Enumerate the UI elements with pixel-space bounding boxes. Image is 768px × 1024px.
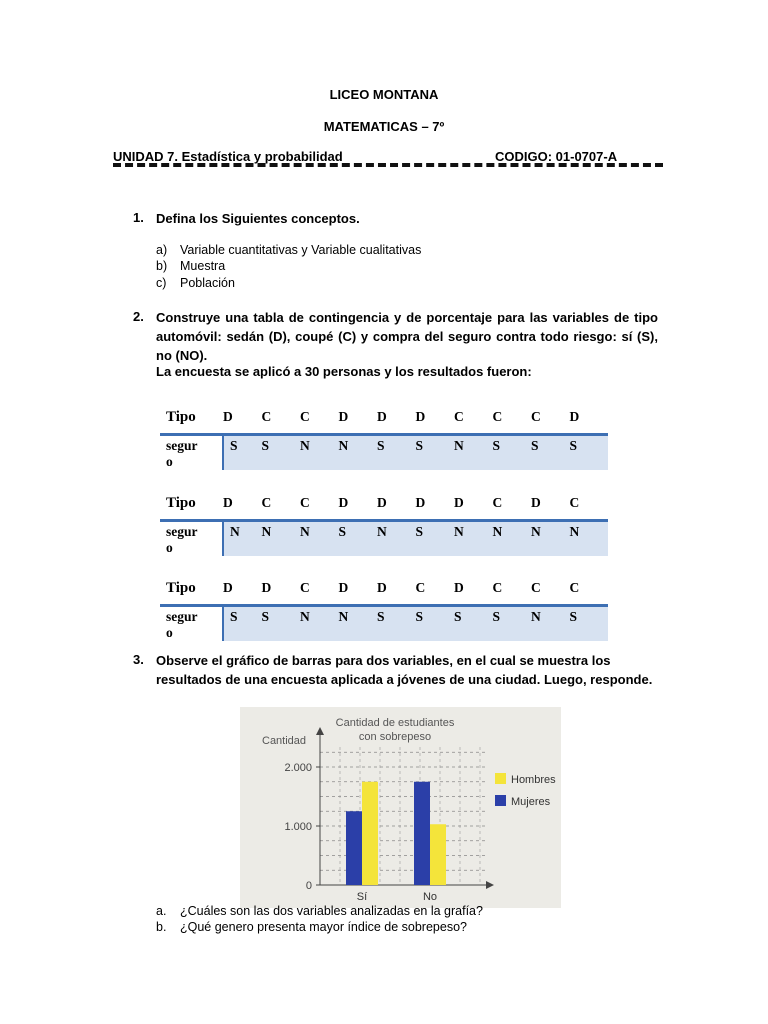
tipo-cell: C [493,580,532,606]
question-letter: a. [156,904,167,918]
data-table-1 [160,409,608,470]
row-label-seguro: segur o [160,521,223,557]
tipo-cell: D [339,495,378,521]
seguro-cell: N [300,521,339,557]
tipo-cell: C [454,409,493,435]
y-tick-label: 2.000 [284,762,312,774]
seguro-cell: S [454,606,493,642]
seguro-cell: S [416,521,455,557]
code-label: CODIGO: 01-0707-A [495,149,618,164]
tipo-cell: C [531,580,570,606]
q1-text: Defina los Siguientes conceptos. [156,211,360,226]
seguro-cell: N [531,606,570,642]
q1-option-a [156,243,421,257]
seguro-cell: S [262,435,301,471]
q3-text: Observe el gráfico de barras para dos variables, en el cual se muestra los resultados de una encuesta aplicada a jóvenes de una ciudad. Luego, responde. [156,653,653,687]
tipo-cell: D [262,580,301,606]
q1-option-c [156,276,235,290]
header-divider [113,163,663,167]
bar-chart-svg [240,707,561,908]
option-letter: c) [156,276,167,290]
tipo-cell: D [223,409,262,435]
bars [346,782,446,885]
chart-title-line2: con sobrepeso [358,731,432,743]
seguro-cell: N [300,606,339,642]
seguro-cell: N [339,435,378,471]
row-label-tipo: Tipo [160,580,223,606]
q2-number: 2. [133,309,144,324]
tipo-cell: D [339,580,378,606]
q1-option-b [156,259,225,273]
q1-number: 1. [133,210,144,225]
legend-label: Mujeres [511,796,551,808]
tipo-cell: D [377,495,416,521]
q3-number: 3. [133,652,144,667]
tipo-cell: D [416,495,455,521]
y-ticks [284,762,320,892]
question-text: ¿Qué genero presenta mayor índice de sobrepeso? [180,920,467,934]
bar-mujeres [414,782,430,885]
tipo-cell: D [416,409,455,435]
chart-title: Cantidad de estudiantes [335,717,455,729]
chart-grid [320,747,485,885]
seguro-cell: S [493,606,532,642]
tipo-cell: C [300,580,339,606]
x-tick-label: Sí [356,891,368,903]
option-letter: a) [156,243,168,257]
q3-question-a [156,904,483,918]
seguro-cell: S [377,435,416,471]
legend-swatch [495,773,506,784]
tipo-cell: C [300,409,339,435]
seguro-cell: N [300,435,339,471]
tipo-cell: D [377,409,416,435]
school-name: LICEO MONTANA [329,87,439,102]
seguro-cell: S [416,435,455,471]
tipo-cell: D [531,495,570,521]
data-table-2 [160,495,608,556]
tipo-cell: D [223,580,262,606]
chart-ylabel: Cantidad [262,735,307,747]
seguro-cell: S [262,606,301,642]
bar-hombres [430,824,446,885]
tipo-cell: C [570,495,609,521]
row-label-seguro: segur o [160,435,223,471]
bar-chart [240,707,561,908]
seguro-cell: N [493,521,532,557]
y-tick-label: 0 [305,880,312,892]
seguro-cell: S [416,606,455,642]
q2-text-2: La encuesta se aplicó a 30 personas y los resultados fueron: [156,364,532,379]
seguro-cell: N [531,521,570,557]
tipo-cell: C [493,409,532,435]
tipo-cell: C [300,495,339,521]
unit-title: UNIDAD 7. Estadística y probabilidad [113,149,343,164]
seguro-cell: S [377,606,416,642]
question-letter: b. [156,920,167,934]
seguro-cell: S [570,435,609,471]
tipo-cell: D [454,495,493,521]
x-labels [357,891,437,903]
tipo-cell: D [454,580,493,606]
row-label-tipo: Tipo [160,409,223,435]
y-tick-label: 1.000 [284,821,312,833]
bar-hombres [362,782,378,885]
legend-label: Hombres [511,774,556,786]
seguro-cell: S [223,606,262,642]
seguro-cell: S [531,435,570,471]
option-text: Muestra [180,259,226,273]
seguro-cell: S [223,435,262,471]
question-text: ¿Cuáles son las dos variables analizadas en la grafía? [180,904,483,918]
q3-question-b [156,920,467,934]
tipo-cell: C [531,409,570,435]
tipo-cell: C [262,495,301,521]
seguro-cell: N [223,521,262,557]
chart-legend [495,773,556,808]
tipo-cell: D [570,409,609,435]
data-table-3 [160,580,608,641]
option-text: Variable cuantitativas y Variable cualitativas [180,243,422,257]
seguro-cell: S [339,521,378,557]
seguro-cell: N [454,435,493,471]
x-tick-label: No [422,891,438,903]
tipo-cell: D [377,580,416,606]
option-letter: b) [156,259,168,273]
row-label-seguro: segur o [160,606,223,642]
seguro-cell: N [262,521,301,557]
seguro-cell: N [454,521,493,557]
seguro-cell: S [493,435,532,471]
option-text: Población [180,276,235,290]
tipo-cell: C [570,580,609,606]
tipo-cell: D [223,495,262,521]
seguro-cell: S [570,606,609,642]
subject-title: MATEMATICAS – 7º [323,119,445,134]
row-label-tipo: Tipo [160,495,223,521]
tipo-cell: C [493,495,532,521]
tipo-cell: C [416,580,455,606]
seguro-cell: N [339,606,378,642]
seguro-cell: N [570,521,609,557]
tipo-cell: C [262,409,301,435]
bar-mujeres [346,811,362,885]
legend-swatch [495,795,506,806]
q2-text: Construye una tabla de contingencia y de porcentaje para las variables de tipo automóvil: sedán (D), coupé (C) y compra del seguro contra todo riesgo: sí (S), no (NO). [156,310,658,363]
seguro-cell: N [377,521,416,557]
tipo-cell: D [339,409,378,435]
